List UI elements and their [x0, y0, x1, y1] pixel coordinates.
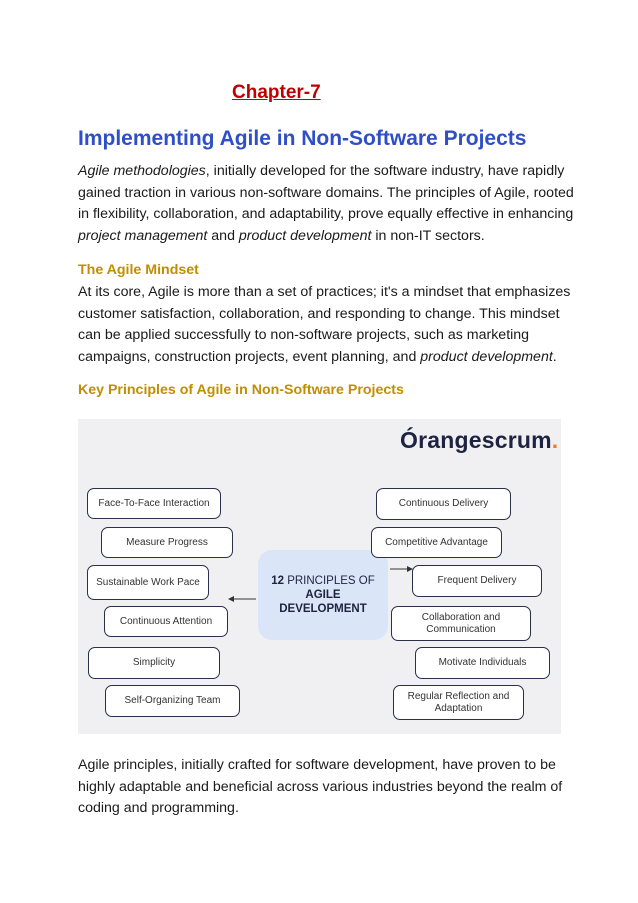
mindset-text-1: At its core, Agile is more than a set of practices; it's a mindset that emphasizes customer satisfaction, collaboration, and responding to change. This mindset can be applied successfully to non-software projects, such as marketing campaigns, construction projects, event planning, and — [78, 284, 571, 365]
intro-text-1: , initially developed for the software industry, have rapidly gained traction in various non-software domains. The principles of Agile, rooted in flexibility, collaboration, and adaptability, prove equally effective in enhancing — [78, 163, 574, 222]
center-title — [258, 550, 388, 640]
intro-text-2: and — [207, 227, 239, 244]
agile-principles-infographic — [78, 419, 561, 734]
principle-regular-reflection: Regular Reflection and Adaptation — [393, 685, 524, 720]
principle-frequent-delivery: Frequent Delivery — [412, 565, 542, 597]
page-title: Implementing Agile in Non-Software Projects — [78, 127, 527, 150]
principle-self-organizing: Self-Organizing Team — [105, 685, 240, 717]
mindset-heading: The Agile Mindset — [78, 262, 199, 278]
principle-sustainable-pace: Sustainable Work Pace — [87, 565, 209, 600]
principle-measure-progress: Measure Progress — [101, 527, 233, 558]
intro-emphasis-1: Agile methodologies — [78, 163, 206, 179]
principle-face-to-face: Face-To-Face Interaction — [87, 488, 221, 519]
center-number: 12 — [271, 575, 285, 587]
principle-continuous-attention: Continuous Attention — [104, 606, 228, 637]
intro-text-3: in non-IT sectors. — [371, 227, 485, 244]
intro-emphasis-2: project management — [78, 227, 208, 244]
center-title-line3: DEVELOPMENT — [279, 603, 367, 615]
mindset-text-2: . — [552, 348, 557, 365]
center-title-line2: AGILE — [305, 589, 341, 601]
center-title-line1 — [271, 574, 375, 588]
principle-collaboration: Collaboration and Communication — [391, 606, 531, 641]
principle-simplicity: Simplicity — [88, 647, 220, 679]
intro-emphasis-3: product development — [238, 227, 372, 244]
principle-continuous-delivery: Continuous Delivery — [376, 488, 511, 520]
principles-heading: Key Principles of Agile in Non-Software Projects — [78, 382, 404, 398]
chapter-heading: Chapter-7 — [232, 82, 321, 103]
center-line1-text: PRINCIPLES OF — [284, 575, 375, 587]
principle-motivate-individuals: Motivate Individuals — [415, 647, 550, 679]
principle-competitive-advantage: Competitive Advantage — [371, 527, 502, 558]
mindset-emphasis: product development — [420, 348, 553, 365]
logo-text: Órangescrum — [400, 427, 552, 453]
logo-dot: . — [551, 427, 559, 453]
closing-paragraph: Agile principles, initially crafted for software development, have proven to be highly adaptable and beneficial across various industries beyond the realm of coding and programming. — [78, 757, 563, 816]
mindset-paragraph — [78, 282, 578, 368]
intro-paragraph — [78, 161, 578, 247]
